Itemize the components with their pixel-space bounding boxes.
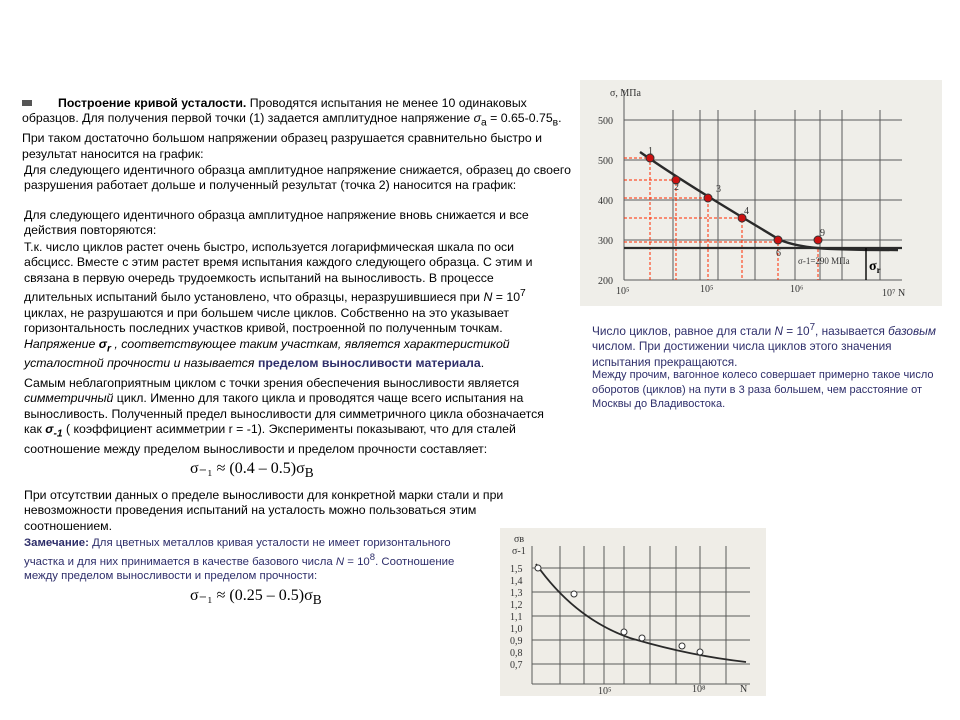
- fig1-xtick: 10⁷ N: [882, 288, 906, 299]
- para4-text-a: Т.к. число циклов растет очень быстро, используется логарифмическая шкала по оси абсцисс. Вместе с этим растет время испытания каждого следующего образца. С этим и связана в первую очередь трудоемкость испытаний на выносливость. В процессе длительных испытаний было установлено, что образцы, неразрушившиеся при: [24, 240, 533, 305]
- para1-text-a: Проводятся испытания не менее 10 одинаковых образцов. Для получения первой точки (1) задается амплитудное напряжение: [22, 96, 527, 126]
- sigma-subscript-b: в: [552, 117, 559, 129]
- point-label: 2: [674, 182, 679, 193]
- formula-nonferrous-sub: B: [312, 592, 322, 608]
- formula-steel-text: σ₋₁ ≈ (0.4 – 0.5)σ: [190, 460, 305, 477]
- endurance-limit-term: пределом выносливости материала: [257, 356, 481, 371]
- para1-text-c: . При таком достаточно большом напряжении образец разрушается сравнительно быстро и результат наносится на график:: [22, 111, 562, 161]
- para4-italic-b: , соответствующее таким участкам, является характеристикой усталостной прочности и называется: [24, 336, 510, 371]
- fig1-ytick: 300: [598, 236, 613, 247]
- figure-steel-fatigue-curve: [580, 80, 942, 306]
- fig2-ytick: 1,5: [510, 564, 523, 575]
- paragraph-log-scale: [24, 240, 564, 372]
- paragraph-symmetric-cycle: [24, 376, 552, 457]
- caption1-text-d: числом. При достижении числа циклов этого значения испытания прекращаются.: [592, 339, 892, 369]
- base-term: базовым: [888, 323, 936, 338]
- fig1-sigma-r-letter: σ: [869, 259, 877, 274]
- section-title: Построение кривой усталости.: [58, 96, 247, 110]
- figure-nonferrous-curve: [500, 528, 766, 696]
- fig2-ylabel-bottom: σ-1: [512, 546, 526, 557]
- fig1-xtick: 10⁵: [700, 284, 714, 295]
- fig2-curve: [536, 564, 746, 662]
- exponent: 7: [520, 288, 526, 300]
- caption1-text-a: Число циклов, равное для стали: [592, 323, 775, 338]
- point-label: 3: [716, 184, 721, 195]
- fig2-ytick: 1,3: [510, 588, 523, 599]
- fig1-ytick: 200: [598, 276, 613, 287]
- fig1-xtick: 10⁵: [616, 286, 630, 297]
- fig1-ytick: 500: [598, 156, 613, 167]
- n-symbol-2: N: [335, 555, 345, 568]
- fig1-points: [646, 154, 822, 244]
- fig1-sigma-r-sub: r: [876, 265, 881, 275]
- fig2-ytick-mid: 0,8: [510, 648, 523, 659]
- para4-text-c: циклах, не разрушаются и при большем числе циклов. Собственно на это указывает горизонтальность последних участков кривой, построенной по полученным точкам.: [24, 305, 510, 336]
- formula-nonferrous: [190, 585, 322, 608]
- para5-text-b: цикл. Именно для такого цикла и проводятся чаще всего испытания на выносливость. Полученный предел выносливости для симметричного цикла обозначается как: [24, 391, 544, 437]
- fig2-ytick-mid: 1,2: [510, 600, 523, 611]
- fig2-ytick-mid: 1,0: [510, 624, 523, 635]
- para7-text-c: . Соотношение между пределом выносливости и пределом прочности:: [24, 555, 455, 582]
- fig1-grid: [624, 90, 902, 280]
- n-symbol-3: N: [774, 323, 783, 338]
- fig2-xtick: N: [740, 684, 748, 695]
- fig2-ytick: 0,9: [510, 636, 523, 647]
- fig2-ytick-mid: 1,4: [510, 576, 523, 587]
- fig2-ytick: 0,7: [510, 660, 523, 671]
- symmetric-term: симметричный: [24, 391, 114, 406]
- fig2-ylabel-top: σв: [514, 534, 525, 545]
- exponent-2: 8: [369, 551, 376, 563]
- exponent-3: 7: [809, 322, 816, 333]
- paragraph-no-data: При отсутствии данных о пределе выносливости для конкретной марки стали и при невозможности проведения испытаний на усталость можно пользоваться этим соотношением.: [24, 488, 504, 533]
- point-label: 4: [744, 206, 749, 217]
- paragraph-fatigue-curve-intro: [22, 96, 574, 162]
- para4-text-b: = 10: [492, 290, 521, 305]
- paragraph-repeat: Для следующего идентичного образца амплитудное напряжение вновь снижается и все действия повторяются:: [24, 208, 529, 238]
- sigma-r-subscript: r: [106, 342, 111, 354]
- point-label: 9: [820, 228, 825, 239]
- caption1-text-c: , называется: [815, 323, 889, 338]
- para1-text-b: = 0.65-0.75: [486, 111, 553, 126]
- sigma-minus1-subscript: -1: [53, 428, 63, 440]
- fig1-ytick: 400: [598, 196, 613, 207]
- sigma-minus1-symbol: σ: [45, 422, 54, 437]
- formula-steel-sub: B: [304, 465, 314, 481]
- fig2-xtick: 10⁸: [692, 684, 706, 695]
- fig2-grid: [532, 546, 750, 684]
- para4-italic-a: Напряжение: [24, 336, 99, 351]
- formula-steel: [190, 458, 314, 481]
- steel-fatigue-svg: [580, 80, 942, 306]
- fig2-ytick: 1,1: [510, 612, 523, 623]
- sigma-r-symbol: σ: [98, 336, 107, 351]
- fig1-annotation: σ-1=290 МПа: [798, 256, 850, 266]
- caption1-text-b: = 10: [783, 323, 810, 338]
- para5-text-c: ( коэффициент асимметрии r = -1). Эксперименты показывают, что для сталей соотношение между пределом выносливости и пределом прочности составляет:: [24, 422, 516, 457]
- para7-text-a: Для цветных металлов кривая усталости не имеет горизонтального участка и для них принимается в качестве базового числа: [24, 537, 451, 568]
- fig1-xtick: 10⁶: [790, 284, 804, 295]
- sigma-symbol: σ: [473, 111, 481, 126]
- para7-text-b: = 10: [344, 555, 370, 568]
- para4-end: .: [480, 356, 485, 371]
- fig1-sigma-r: [869, 259, 881, 275]
- caption-wagon-wheel: Между прочим, вагонное колесо совершает примерно такое число оборотов (циклов) на пути в 3 раза большем, чем расстояние от Москвы до Владивостока.: [592, 369, 934, 411]
- point-label: 1: [648, 146, 653, 157]
- fig1-curve: [640, 152, 898, 250]
- fig2-xtick: 10⁵: [598, 686, 612, 696]
- fig1-dashes: [624, 158, 818, 280]
- remark-label: Замечание:: [24, 537, 89, 549]
- n-symbol: N: [483, 290, 493, 305]
- paragraph-second-sample: Для следующего идентичного образца амплитудное напряжение снижается, образец до своего разрушения работает дольше и полученный результат (точка 2) наносится на график:: [24, 163, 571, 193]
- formula-nonferrous-text: σ₋₁ ≈ (0.25 – 0.5)σ: [190, 587, 313, 604]
- bullet-icon: [22, 100, 32, 106]
- fig2-labels: [510, 534, 747, 696]
- para5-text-a: Самым неблагоприятным циклом с точки зрения обеспечения выносливости является: [24, 376, 520, 390]
- fig1-ylabel: σ, МПа: [610, 88, 641, 99]
- point-label: 6: [776, 248, 781, 259]
- fig1-ytick: 500: [598, 116, 613, 127]
- sigma-subscript: a: [480, 117, 487, 129]
- paragraph-remark: [24, 536, 490, 584]
- caption-base-number: [592, 320, 944, 370]
- nonferrous-svg: [500, 528, 766, 696]
